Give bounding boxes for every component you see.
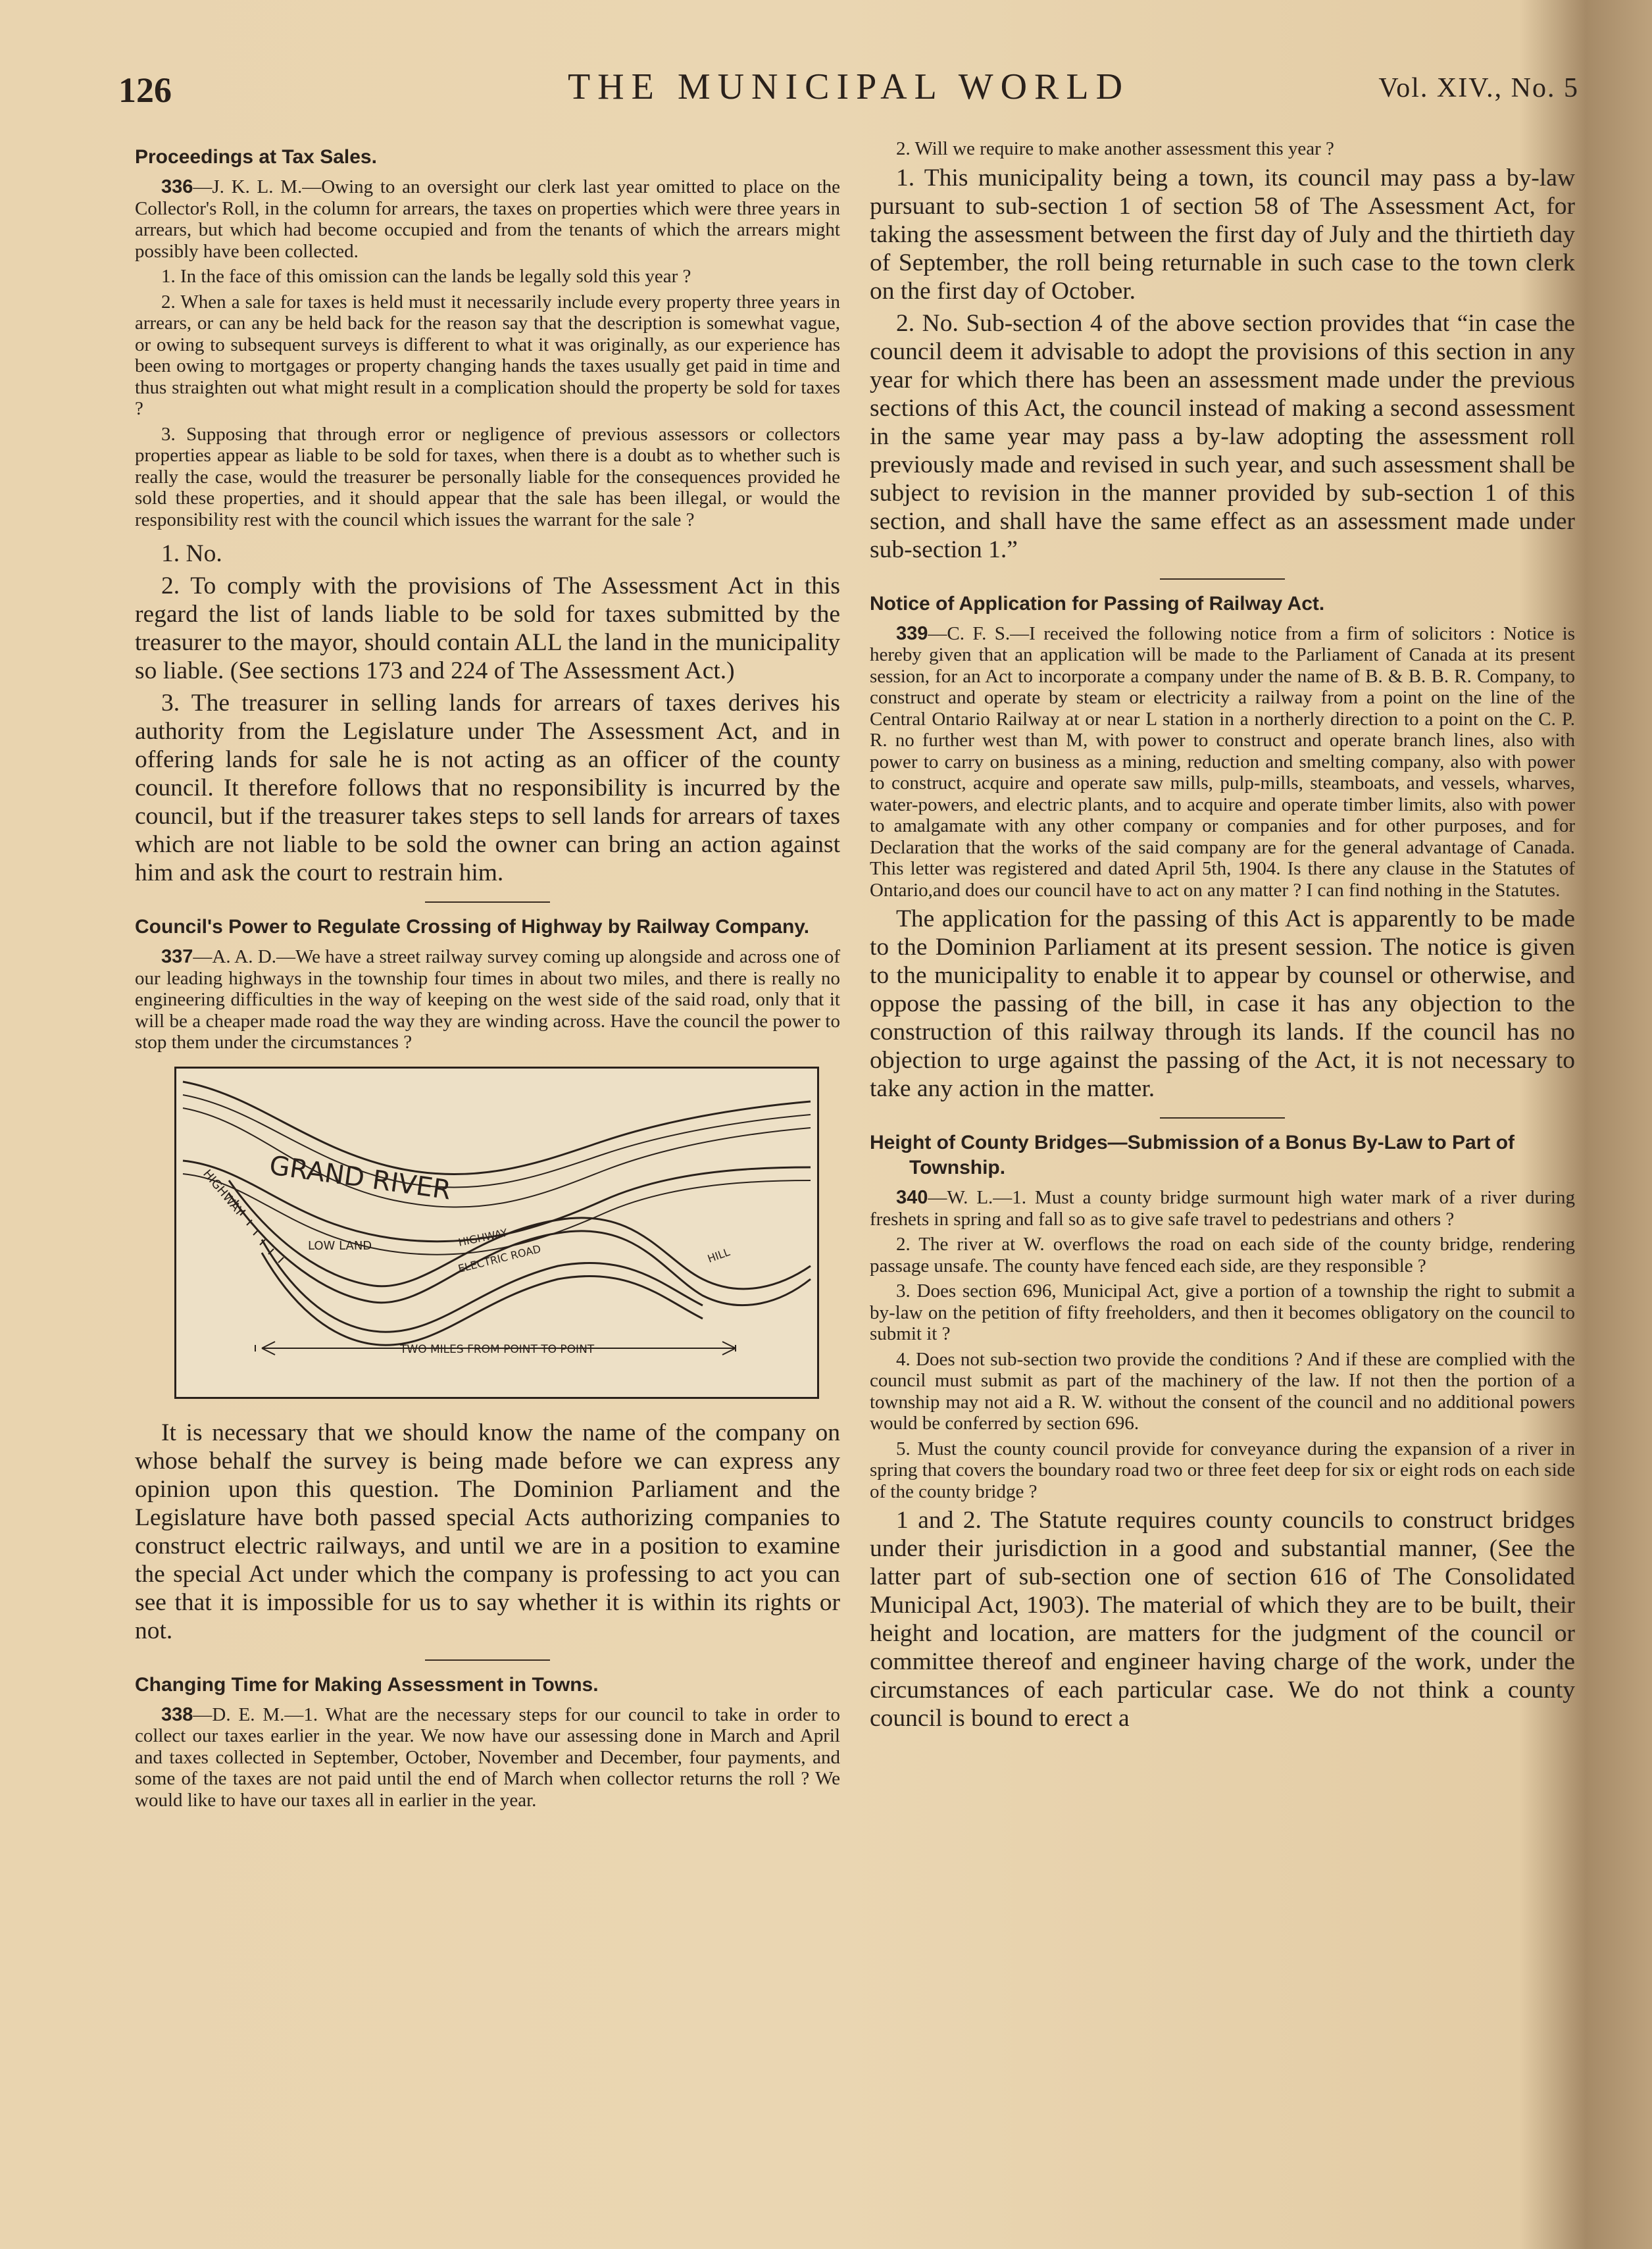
question-340-part-4: 4. Does not sub-section two provide the conditions ? And if these are complied with the council must submit as part of the machinery of the law. If not then the portion of a township may not aid a R. W. without the consent of the council and no additional powers would be conferred by section 696. bbox=[870, 1348, 1575, 1434]
section-title-changing-time: Changing Time for Making Assessment in Towns. bbox=[135, 1673, 599, 1696]
highway-mid-label: HIGHWAY bbox=[457, 1226, 509, 1249]
question-337 bbox=[135, 946, 840, 1053]
answer-339: The application for the passing of this Act is apparently to be made to the Dominion Parliament at its present session. The notice is given to the municipality to enable it to appear by counsel or otherwise, and oppose the passing of the bill, in case it has any objection to the construction of this railway through its lands. If the council has no objection to urge against the passing of the Act, it is not necessary to take any action in the matter. bbox=[870, 905, 1575, 1102]
diagram-drawing bbox=[176, 1069, 817, 1397]
river-label: GRAND RIVER bbox=[267, 1150, 453, 1206]
question-number: 336 bbox=[161, 176, 193, 197]
question-336-part-1: 1. In the face of this omission can the lands be legally sold this year ? bbox=[161, 266, 691, 287]
question-text: —A. A. D.—We have a street railway survey coming up alongside and across one of our leading highways in the township four times in about two miles, and there is really no engineering difficulties in the way of keeping on the west side of the said road, only that it will be a cheaper made road the way they are winding across. Have the council the power to stop them under the circumstances ? bbox=[135, 946, 840, 1053]
answer-336-part-3: 3. The treasurer in selling lands for arrears of taxes derives his authority from the Legislature under The Assessment Act, and in offering lands for sale he is not acting as an officer of the county council. It therefore follows that no responsibility is incurred by the council, but if the treasurer takes steps to sell lands for arrears of taxes which are not liable to be sold the owner can bring an action against him and ask the court to restrain him. bbox=[135, 690, 840, 886]
answer-336-part-2: 2. To comply with the provisions of The Assessment Act in this regard the list of lands liable to be sold for taxes submitted by the treasurer to the mayor, should contain ALL the land in the municipality so liable. (See sections 173 and 224 of The Assessment Act.) bbox=[135, 572, 840, 684]
question-336 bbox=[135, 176, 840, 262]
answer-338-part-1: 1. This municipality being a town, its council may pass a by-law pursuant to sub-section 1 of section 58 of The Assessment Act, for taking the assessment between the first day of July and the thirtieth day of September, the roll being returnable in such case to the town clerk on the first day of October. bbox=[870, 164, 1575, 305]
question-338 bbox=[135, 1704, 840, 1811]
electric-road-line bbox=[229, 1180, 811, 1289]
question-339 bbox=[870, 623, 1575, 901]
question-340-part-5: 5. Must the county council provide for conveyance during the expansion of a river in spring that covers the boundary road two or three feet deep for six or eight rods on each side of the county bridge ? bbox=[870, 1438, 1575, 1502]
question-text: —W. L.—1. Must a county bridge surmount high water mark of a river during freshets in spring and fall so as to give safe travel to pedestrians and others ? bbox=[870, 1187, 1575, 1230]
divider bbox=[425, 1659, 550, 1661]
page-number: 126 bbox=[118, 70, 172, 110]
section-title-county-bridges: Height of County Bridges—Submission of a Bonus By-Law to Part of Township. bbox=[870, 1132, 1515, 1178]
question-number: 340 bbox=[896, 1187, 928, 1208]
section-title-tax-sales: Proceedings at Tax Sales. bbox=[135, 146, 377, 168]
page-header bbox=[118, 66, 1579, 125]
question-340-part-2: 2. The river at W. overflows the road on each side of the county bridge, rendering passage unsafe. The county have fenced each side, are they responsible ? bbox=[870, 1234, 1575, 1276]
question-340-part-3: 3. Does section 696, Municipal Act, give a portion of a township the right to submit a by-law on the petition of fifty freeholders, and then it becomes obligatory on the council to submit it ? bbox=[870, 1280, 1575, 1344]
highway-left-label: HIGHWAY bbox=[200, 1167, 247, 1219]
question-text: —D. E. M.—1. What are the necessary steps for our council to take in order to collect our taxes earlier in the year. We now have our assessing done in March and April and taxes collected in September, October, November and December, four payments, and some of the taxes are not paid until the end of March when collector returns the roll ? We would like to have our taxes all in earlier in the year. bbox=[135, 1704, 840, 1811]
answer-338-part-2: 2. No. Sub-section 4 of the above section provides that “in case the council deem it advisable to adopt the provisions of this section in any year for which there has been an assessment made under the previous sections of this Act, the council instead of making a second assessment in the same year may pass a by-law adopting the assessment roll previously made and revised in such year, and such assessment shall be subject to revision in the manner provided by sub-section 1 of this section, and shall have the same effect as an assessment made under sub-section 1.” bbox=[870, 309, 1575, 563]
divider bbox=[1160, 578, 1285, 580]
section-title-council-power: Council's Power to Regulate Crossing of Highway by Railway Company. bbox=[135, 916, 810, 938]
question-338-part-2: 2. Will we require to make another assessment this year ? bbox=[896, 138, 1334, 159]
river-highway-diagram bbox=[174, 1067, 819, 1399]
question-number: 338 bbox=[161, 1704, 193, 1725]
answer-340: 1 and 2. The Statute requires county councils to construct bridges under their jurisdiction in a good and substantial manner, (See the latter part of sub-section one of section 616 of The Consolidated Municipal Act, 1903). The material of which they are to be built, their height and location, are matters for the judgment of the council or committee thereof and engineer having charge of the work, under the circumstances of each particular case. We do not think a county council is bound to erect a bbox=[870, 1507, 1575, 1732]
question-340 bbox=[870, 1187, 1575, 1230]
publication-title: THE MUNICIPAL WORLD bbox=[567, 66, 1130, 107]
divider bbox=[1160, 1117, 1285, 1119]
low-land-label: LOW LAND bbox=[308, 1238, 372, 1253]
answer-337: It is necessary that we should know the name of the company on whose behalf the survey is being made before we can express any opinion upon this question. The Dominion Parliament and the Legislature have both passed special Acts authorizing companies to construct electric railways, and until we are in a position to examine the special Act under which the company is professing to act you can see that it is impossible for us to say whether it is within its rights or not. bbox=[135, 1419, 840, 1644]
question-336-part-3: 3. Supposing that through error or negligence of previous assessors or collectors properties appear as liable to be sold for taxes, when there is a doubt as to whether such is really the case, would the treasurer be personally liable for the consequences provided he sold these properties, and it should appear that the sale has been illegal, or would the responsibility rest with the council which issues the warrant for the sale ? bbox=[135, 423, 840, 530]
hill-label: HILL bbox=[705, 1245, 732, 1265]
divider bbox=[425, 901, 550, 903]
volume-number: Vol. XIV., No. 5 bbox=[1378, 73, 1579, 103]
left-column bbox=[135, 136, 840, 1815]
answer-336-part-1: 1. No. bbox=[161, 540, 222, 567]
distance-label: TWO MILES FROM POINT TO POINT bbox=[400, 1342, 595, 1356]
question-336-part-2: 2. When a sale for taxes is held must it necessarily include every property three years in arrears, or can any be held back for the reason say that the description is somewhat vague, or owing to subsequent surveys is different to what it was originally, as our experience has been owing to mortgages or property changing hands the taxes usually get paid in time and thus straighten out what might result in a complication should the property be sold for taxes ? bbox=[135, 291, 840, 419]
right-column bbox=[870, 136, 1575, 1736]
question-text: —C. F. S.—I received the following notice from a firm of solicitors : Notice is hereby given that an application will be made to the Parliament of Canada at its present session, for an Act to incorporate a company under the name of B. & B. B. R. Company, to construct and operate by steam or electricity a railway from a point on the line of the Central Ontario Railway at or near L station in a northerly direction to a point on the C. P. R. no further west than M, with power to construct and operate branch lines, also with power to carry on business as a mining, reduction and smelting company, also with power to construct, acquire and operate saw mills, pulp-mills, steamboats, and vessels, wharves, water-powers, and electric plants, and to acquire and operate timber limits, also with power to amalgamate with any other company or companies and for other purposes, and for Declaration that the works of the said company are for the general advantage of Canada. This letter was registered and dated April 5th, 1904. Is there any clause in the Statutes of Ontario,and does our council have to act on any matter ? I can find nothing in the Statutes. bbox=[870, 622, 1575, 901]
section-title-railway-act: Notice of Application for Passing of Railway Act. bbox=[870, 592, 1325, 615]
question-number: 337 bbox=[161, 946, 193, 967]
question-number: 339 bbox=[896, 622, 928, 644]
electric-road-label: ELECTRIC ROAD bbox=[457, 1242, 543, 1275]
question-text: —J. K. L. M.—Owing to an oversight our clerk last year omitted to place on the Collector's Roll, in the column for arrears, the taxes on properties which were three years in arrears, but which had become occupied and from the tenants of which the arrears might possibly have been collected. bbox=[135, 176, 840, 262]
